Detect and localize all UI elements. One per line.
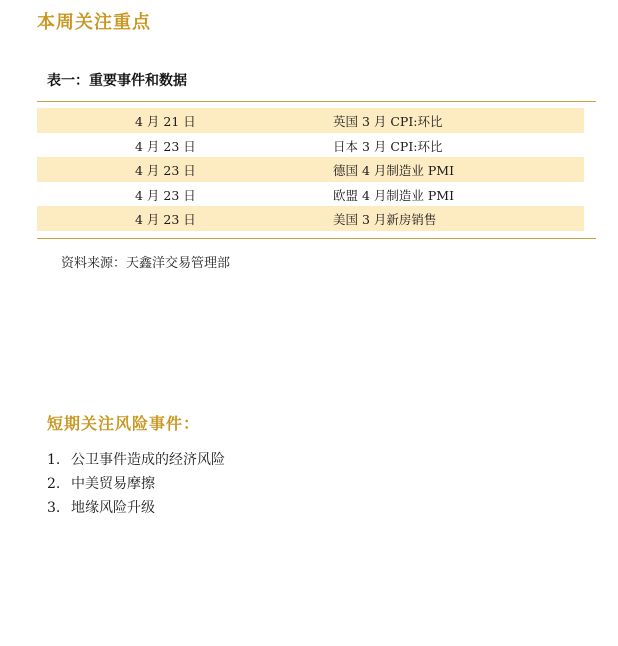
event-name: 英国 3 月 CPI:环比 xyxy=(333,114,443,129)
event-date: 4 月 23 日 xyxy=(135,163,196,178)
page-title: 本周关注重点 xyxy=(37,12,151,33)
table-row xyxy=(37,157,584,182)
list-item-text: 公卫事件造成的经济风险 xyxy=(71,452,225,468)
list-item-text: 中美贸易摩擦 xyxy=(71,476,155,492)
event-name: 日本 3 月 CPI:环比 xyxy=(333,138,443,154)
table-row xyxy=(37,182,584,207)
event-date: 4 月 21 日 xyxy=(135,114,196,129)
table-row xyxy=(37,206,584,231)
list-item-number: 1. xyxy=(47,452,61,468)
event-date: 4 月 23 日 xyxy=(135,212,196,227)
table-row xyxy=(37,133,584,158)
table-bottom-rule xyxy=(37,238,596,239)
list-item-number: 3. xyxy=(47,500,61,516)
table-row xyxy=(37,108,584,133)
event-name: 欧盟 4 月制造业 PMI xyxy=(333,187,455,203)
event-date: 4 月 23 日 xyxy=(135,138,196,154)
list-item xyxy=(47,497,225,521)
event-date: 4 月 23 日 xyxy=(135,187,196,203)
table-top-rule xyxy=(37,101,596,102)
risk-section-heading: 短期关注风险事件： xyxy=(47,414,201,433)
table-caption: 表一：重要事件和数据 xyxy=(47,73,187,89)
events-table xyxy=(37,108,584,231)
source-note: 资料来源：天鑫洋交易管理部 xyxy=(61,256,231,271)
list-item-text: 地缘风险升级 xyxy=(71,500,155,516)
list-item-number: 2. xyxy=(47,476,61,492)
list-item xyxy=(47,473,225,497)
event-name: 美国 3 月新房销售 xyxy=(333,212,437,227)
event-name: 德国 4 月制造业 PMI xyxy=(333,163,455,178)
risk-list xyxy=(47,449,225,521)
list-item xyxy=(47,449,225,473)
